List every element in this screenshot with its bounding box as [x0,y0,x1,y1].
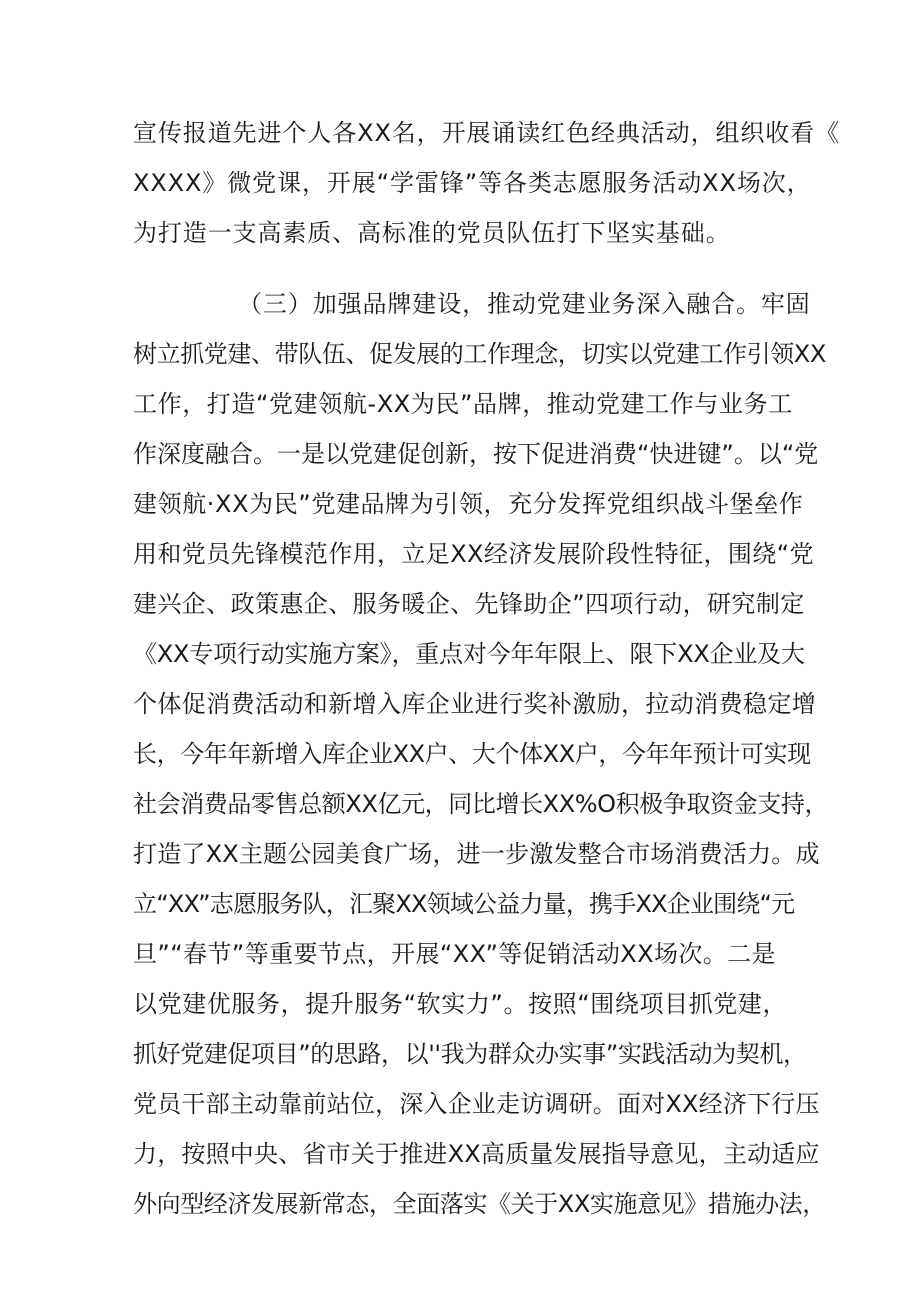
text-line: 立“XX”志愿服务队，汇聚XX领域公益力量，携手XX企业围绕“元 [133,890,795,918]
text-line: 长，今年年新增入库企业XX户、大个体XX户，今年年预计可实现 [133,740,811,768]
text-line: 为打造一支高素质、高标准的党员队伍打下坚实基础。 [133,219,731,247]
text-line: 《XX专项行动实施方案》，重点对今年年限上、限下XX企业及大 [133,640,805,668]
text-line: 工作，打造“党建领航-XX为民”品牌，推动党建工作与业务工 [133,390,793,418]
document-body [133,108,840,1229]
text-line: 外向型经济发展新常态，全面落实《关于XX实施意见》措施办法， [133,1190,826,1218]
text-line: 树立抓党建、带队伍、促发展的工作理念，切实以党建工作引领XX [133,340,826,368]
section-heading-line: （三）加强品牌建设，推动党建业务深入融合。牢固 [238,290,811,318]
text-line: 力，按照中央、省市关于推进XX高质量发展指导意见，主动适应 [133,1140,820,1168]
text-line: 建领航·XX为民”党建品牌为引领，充分发挥党组织战斗堡垒作 [133,490,804,518]
text-line: 宣传报道先进个人各XX名，开展诵读红色经典活动，组织收看《 [133,119,840,147]
text-line: 以党建优服务，提升服务“软实力”。按照“围绕项目抓党建， [133,990,788,1018]
text-line: 抓好党建促项目”的思路，以''我为群众办实事”实践活动为契机， [133,1040,807,1068]
text-line: 建兴企、政策惠企、服务暖企、先锋助企”四项行动，研究制定 [133,590,805,618]
text-line: 个体促消费活动和新增入库企业进行奖补激励，拉动消费稳定增 [133,690,817,718]
text-line: 社会消费品零售总额XX亿元，同比增长XX%O积极争取资金支持， [133,790,829,818]
text-line: 作深度融合。一是以党建促创新，按下促进消费“快进键”。以“党 [133,440,819,468]
text-line: XXXX》微党课，开展“学雷锋”等各类志愿服务活动XX场次， [133,169,812,197]
text-line: 打造了XX主题公园美食广场，进一步激发整合市场消费活力。成 [133,840,820,868]
text-line: 旦”“春节”等重要节点，开展“XX”等促销活动XX场次。二是 [133,940,776,968]
text-line: 用和党员先锋模范作用，立足XX经济发展阶段性特征，围绕“党 [133,540,814,568]
paragraph-gap [133,258,813,279]
text-line: 党员干部主动靠前站位，深入企业走访调研。面对XX经济下行压 [133,1090,820,1118]
